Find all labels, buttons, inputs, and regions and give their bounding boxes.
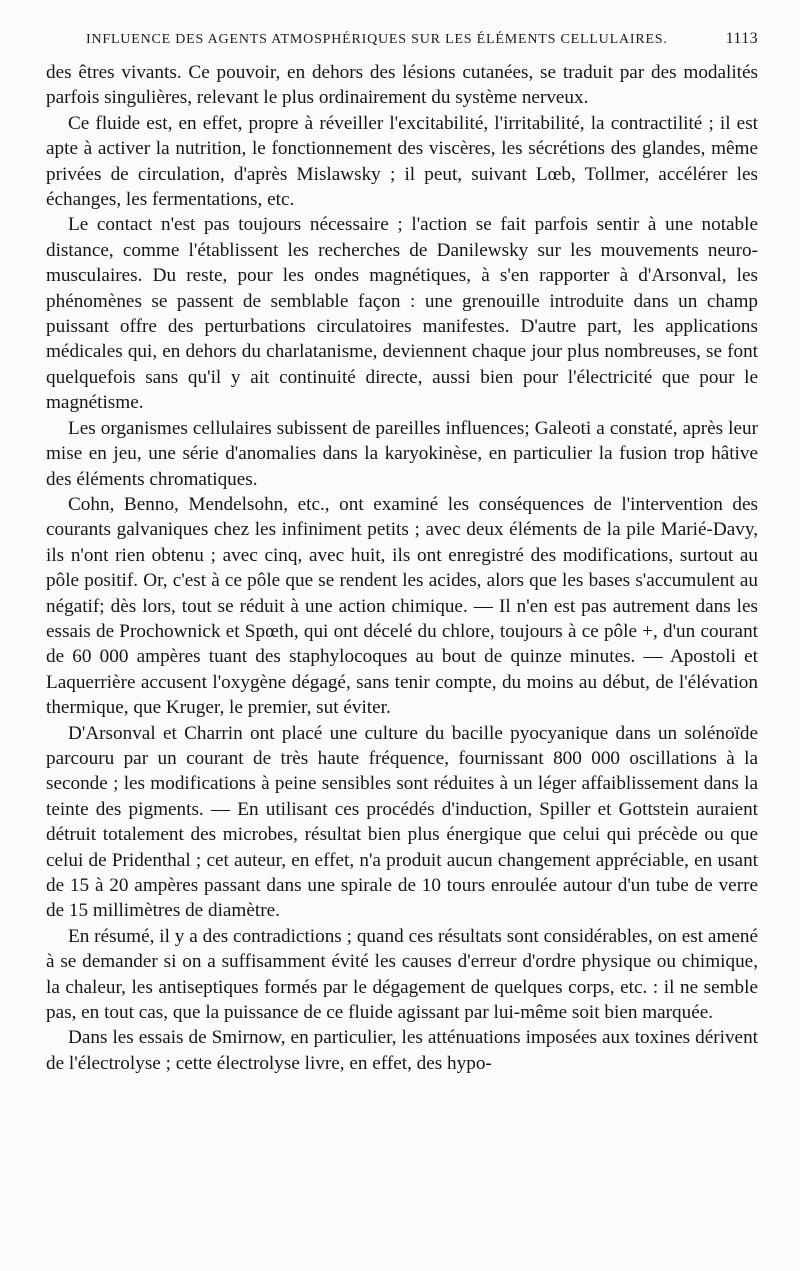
paragraph: Les organismes cellulaires subissent de pareilles influences; Galeoti a constaté, après leur mise en jeu, une série d'anomalies dans la karyokinèse, en particulier la fusion trop hâtive des éléments chromatiques. [46,417,758,490]
paragraph: Dans les essais de Smirnow, en particulier, les atténuations imposées aux toxines dérivent de l'électrolyse ; cette électrolyse livre, en effet, des hypo- [46,1027,758,1074]
paragraph: Ce fluide est, en effet, propre à réveiller l'excitabilité, l'irritabilité, la contractilité ; il est apte à activer la nutrition, le fonctionnement des viscères, les sécrétions des glandes, même privées de circulation, d'après Mislawsky ; il peut, suivant Lœb, Tollmer, accélérer les échanges, les fermentations, etc. [46,112,758,211]
paragraph-continued: des êtres vivants. Ce pouvoir, en dehors des lésions cutanées, se traduit par des modalités parfois singulières, relevant le plus ordinairement du système nerveux. [46,62,758,109]
book-page [46,30,758,1076]
paragraph: Cohn, Benno, Mendelsohn, etc., ont examiné les conséquences de l'intervention des courants galvaniques chez les infiniment petits ; avec deux éléments de la pile Marié-Davy, ils n'ont rien obtenu ; avec cinq, avec huit, ils ont enregistré des modifications, surtout au pôle positif. Or, c'est à ce pôle que se rendent les acides, alors que les bases s'accumulent au négatif; dès lors, tout se réduit à une action chimique. — Il n'en est pas autrement dans les essais de Prochownick et Spœth, qui ont décelé du chlore, toujours à ce pôle +, d'un courant de 60 000 ampères tuant des staphylocoques au bout de quinze minutes. — Apostoli et Laquerrière accusent l'oxygène dégagé, sans tenir compte, du moins au début, de l'élévation thermique, que Kruger, le premier, sut éviter. [46,493,758,719]
page-number: 1113 [725,30,758,47]
paragraph: Le contact n'est pas toujours nécessaire ; l'action se fait parfois sentir à une notable distance, comme l'établissent les recherches de Danilewsky sur les mouvements neuro-musculaires. Du reste, pour les ondes magnétiques, à s'en rapporter à d'Arsonval, les phénomènes se passent de semblable façon : une grenouille introduite dans un champ puissant offre des perturbations circulatoires manifestes. D'autre part, les applications médicales qui, en dehors du charlatanisme, deviennent chaque jour plus nombreuses, se font quelquefois sans qu'il y ait continuité directe, aussi bien pour l'électricité que pour le magnétisme. [46,214,758,414]
running-header [46,30,758,60]
paragraph: D'Arsonval et Charrin ont placé une culture du bacille pyocyanique dans un solénoïde parcouru par un courant de très haute fréquence, fournissant 800 000 oscillations à la seconde ; les modifications à peine sensibles sont réduites à un léger affaiblissement dans la teinte des pigments. — En utilisant ces procédés d'induction, Spiller et Gottstein auraient détruit totalement des microbes, résultat bien plus énergique que celui qui précède ou que celui de Pridenthal ; cet auteur, en effet, n'a produit aucun changement appréciable, en usant de 15 à 20 ampères passant dans une spirale de 10 tours enroulée autour d'un tube de verre de 15 millimètres de diamètre. [46,722,758,922]
running-title: INFLUENCE DES AGENTS ATMOSPHÉRIQUES SUR LES ÉLÉMENTS CELLULAIRES. [86,32,668,47]
paragraph: En résumé, il y a des contradictions ; quand ces résultats sont considérables, on est amené à se demander si on a suffisamment évité les causes d'erreur d'ordre physique ou chimique, la chaleur, les antiseptiques formés par le dégagement de quelques corps, etc. : il ne semble pas, en tout cas, que la puissance de ce fluide agissant par lui-même soit bien marquée. [46,925,758,1024]
page-body [46,60,758,1076]
